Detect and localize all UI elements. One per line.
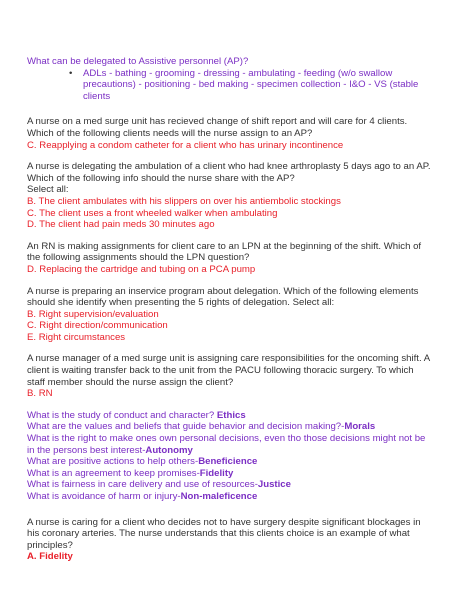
ethics-item: What is fairness in care delivery and use of resources-Justice [27, 479, 291, 491]
question-block-five-rights [27, 286, 434, 344]
question-block-delegation-ap [27, 56, 434, 102]
question-text: An RN is making assignments for client care to an LPN at the beginning of the shift. Which of the following assignments should the LPN question? [27, 240, 422, 264]
answer-text: D. The client had pain meds 30 minutes ago [27, 219, 215, 231]
question-block-surgery-refusal [27, 517, 434, 563]
answer-text: C. The client uses a front wheeled walker when ambulating [27, 207, 278, 219]
question-text: A nurse on a med surge unit has recieved change of shift report and will care for 4 clients. Which of the following clients needs will the nurse assign to an AP? [27, 116, 408, 139]
ethics-item: What is the right to make ones own personal decisions, even tho those decisions might not be in the persons best interest-Autonomy [27, 433, 426, 456]
question-block-ambulation [27, 161, 434, 231]
question-text: A nurse is delegating the ambulation of a client who had knee arthroplasty 5 days ago to an AP. Which of the following info should the nurse share with the AP? [27, 161, 431, 184]
question-block-assign-ap [27, 116, 434, 151]
ethics-item: What are positive actions to help others-Beneficience [27, 456, 258, 468]
question-text: A nurse is caring for a client who decides not to have surgery despite significant blockages in his coronary arteries. The nurse understands that this clients choice is an example of what principles? [27, 516, 421, 551]
answer-text: B. Right supervision/evaluation [27, 308, 159, 320]
question-block-pacu [27, 353, 434, 399]
ethics-item: What is an agreement to keep promises-Fidelity [27, 467, 234, 479]
answer-text: E. Right circumstances [27, 331, 126, 343]
answer-text: B. The client ambulates with his slippers on over his antiembolic stockings [27, 195, 341, 207]
question-text: A nurse is preparing an inservice program about delegation. Which of the following elements should she identify when presenting the 5 rights of delegation. Select all: [27, 285, 419, 309]
question-text: A nurse manager of a med surge unit is assigning care responsibilities for the oncoming shift. A client is waiting transfer back to the unit from the PACU following thoracic surgery. To which staff member should the nurse assign the client? [27, 353, 430, 388]
answer-text: C. Reapplying a condom catheter for a client who has urinary incontinence [27, 139, 344, 151]
answer-text: A. Fidelity [27, 551, 73, 563]
ethics-item: What is avoidance of harm or injury-Non-maleficence [27, 491, 258, 502]
answer-text: D. Replacing the cartridge and tubing on a PCA pump [27, 263, 256, 275]
ethics-item: What are the values and beliefs that guide behavior and decision making?-Morals [27, 421, 376, 433]
select-all-label: Select all: [27, 184, 69, 196]
answer-text: B. RN [27, 388, 53, 400]
bullet-list [27, 68, 434, 103]
question-text: What can be delegated to Assistive personnel (AP)? [27, 56, 249, 67]
ethics-item: What is the study of conduct and character? Ethics [27, 409, 246, 421]
question-block-lpn [27, 241, 434, 276]
answer-text: C. Right direction/communication [27, 320, 168, 332]
ethics-definitions [27, 410, 434, 503]
bullet-item: • ADLs - bathing - grooming - dressing - ambulating - feeding (w/o swallow precautions) - positioning - bed making - specimen collection - I&O - VS (stable clients [83, 68, 434, 103]
